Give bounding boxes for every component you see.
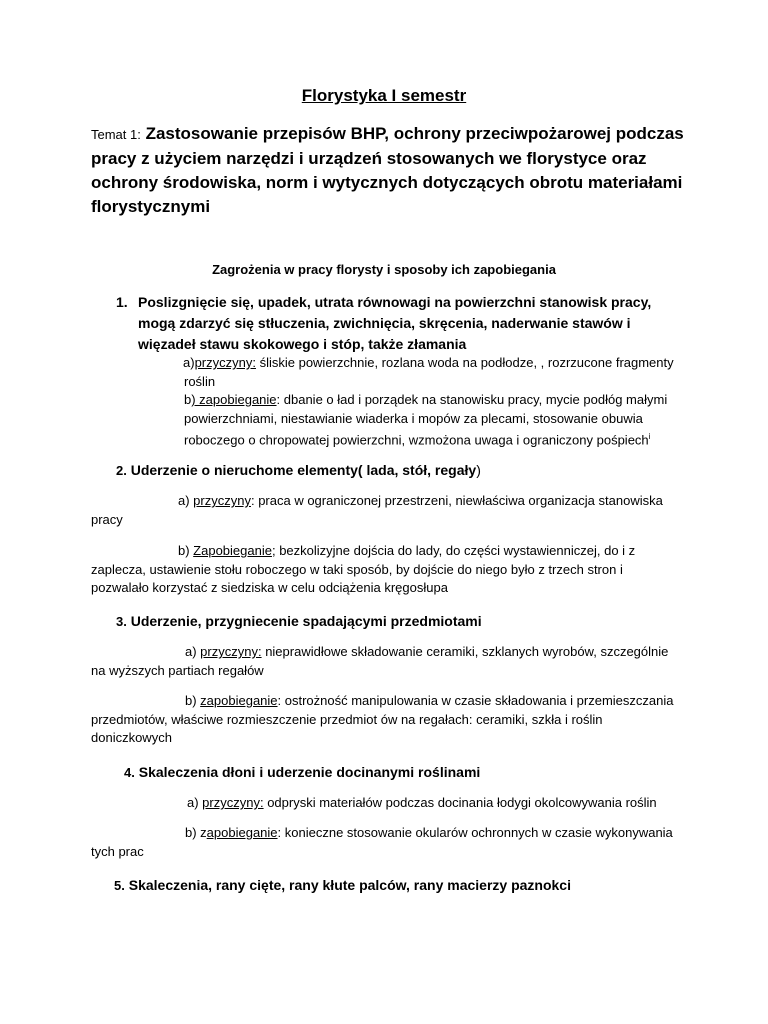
item-1-causes xyxy=(184,354,684,391)
item-3-causes-text: nieprawidłowe składowanie ceramiki, szklanych wyrobów, szczególnie na wyższych partiach regałów xyxy=(91,644,669,678)
item-2-prevention xyxy=(91,542,681,598)
item-1-prevention-label: ) zapobieganie xyxy=(191,392,277,407)
item-1-prevention-prefix: b xyxy=(184,392,192,407)
item-3-prevention-prefix: b) xyxy=(185,693,201,708)
item-2-heading-text: Uderzenie o nieruchome elementy( lada, stół, regały xyxy=(130,462,477,478)
item-5-number: 5. xyxy=(114,878,125,893)
footnote-marker[interactable]: i xyxy=(648,432,651,441)
item-4-prevention xyxy=(91,824,681,861)
item-2-prevention-text: ; bezkolizyjne dojścia do lady, do części wystawienniczej, do i z zaplecza, ustawienie stołu roboczego w taki sposób, by dojście do niego było z trzech stron i pozwalało korzystać z siedziska w celu odciążenia kręgosłupa xyxy=(91,543,636,595)
document-title: Florystyka I semestr xyxy=(301,86,467,105)
item-4-prevention-prefix: b) z xyxy=(185,825,207,840)
item-2-causes-label: przyczyny xyxy=(193,493,251,508)
topic-label: Temat 1: xyxy=(91,127,141,142)
item-4-prevention-text: : konieczne stosowanie okularów ochronnych w czasie wykonywania tych prac xyxy=(91,825,673,859)
item-2-number: 2. xyxy=(116,463,127,478)
item-1-prevention-text: : dbanie o ład i porządek na stanowisku pracy, mycie podłóg małymi powierzchniami, niestawianie wiaderka i mopów za plecami, stosowanie obuwia roboczego o chropowatej powierzchni, wzmożona uwaga i ograniczony pośpiech xyxy=(184,392,668,448)
item-4-heading xyxy=(124,762,480,783)
item-2-causes-text: : praca w ograniczonej przestrzeni, niewłaściwa organizacja stanowiska pracy xyxy=(91,493,663,527)
item-2-prevention-prefix: b) xyxy=(178,543,194,558)
item-2-heading xyxy=(116,460,481,481)
item-3-prevention xyxy=(91,692,681,748)
item-3-heading-text: Uderzenie, przygniecenie spadającymi przedmiotami xyxy=(130,613,482,629)
item-1-heading xyxy=(116,292,686,355)
item-4-causes-prefix: a) xyxy=(187,795,203,810)
item-3-prevention-label: zapobieganie xyxy=(200,693,278,708)
topic-heading xyxy=(91,122,691,219)
item-1-causes-prefix: a) xyxy=(183,355,195,370)
item-5-heading xyxy=(114,875,571,896)
item-5-heading-text: Skaleczenia, rany cięte, rany kłute palców, rany macierzy paznokci xyxy=(128,877,571,893)
item-2-prevention-label: Zapobieganie xyxy=(193,543,272,558)
item-1-number: 1. xyxy=(116,294,128,310)
item-3-number: 3. xyxy=(116,614,127,629)
item-1-prevention xyxy=(184,391,684,450)
item-2-causes xyxy=(91,492,681,529)
item-2-causes-prefix: a) xyxy=(178,493,194,508)
item-4-causes-text: odpryski materiałów podczas docinania łodygi okolcowywania roślin xyxy=(263,795,657,810)
item-2-heading-tail: ) xyxy=(476,462,481,478)
item-4-prevention-label: apobieganie xyxy=(206,825,278,840)
item-3-heading xyxy=(116,611,482,632)
topic-text: Zastosowanie przepisów BHP, ochrony przeciwpożarowej podczas pracy z użyciem narzędzi i urządzeń stosowanych we florystyce oraz ochrony środowiska, norm i wytycznych dotyczących obrotu materiałami florystycznymi xyxy=(91,124,684,216)
item-1-causes-text: śliskie powierzchnie, rozlana woda na podłodze, , rozrzucone fragmenty roślin xyxy=(184,355,674,389)
item-4-causes-label: przyczyny: xyxy=(202,795,264,810)
item-4-heading-text: Skaleczenia dłoni i uderzenie docinanymi roślinami xyxy=(138,764,481,780)
item-3-causes-prefix: a) xyxy=(185,644,201,659)
item-4-causes xyxy=(187,794,687,813)
item-1-heading-text: Poslizgnięcie się, upadek, utrata równowagi na powierzchni stanowisk pracy, mogą zdarzyć się stłuczenia, zwichnięcia, skręcenia, naderwanie stawów i więzadeł stawu skokowego i stóp, także złamania xyxy=(138,294,652,352)
item-3-causes-label: przyczyny: xyxy=(200,644,262,659)
item-1-causes-label: przyczyny: xyxy=(194,355,256,370)
item-3-prevention-text: : ostrożność manipulowania w czasie składowania i przemieszczania przedmiotów, właściwe rozmieszczenie przedmiot ów na regałach: ceramiki, szkła i roślin doniczkowych xyxy=(91,693,674,745)
item-3-causes xyxy=(91,643,681,680)
item-4-number: 4. xyxy=(124,765,135,780)
section-subheading: Zagrożenia w pracy florysty i sposoby ich zapobiegania xyxy=(212,262,556,277)
